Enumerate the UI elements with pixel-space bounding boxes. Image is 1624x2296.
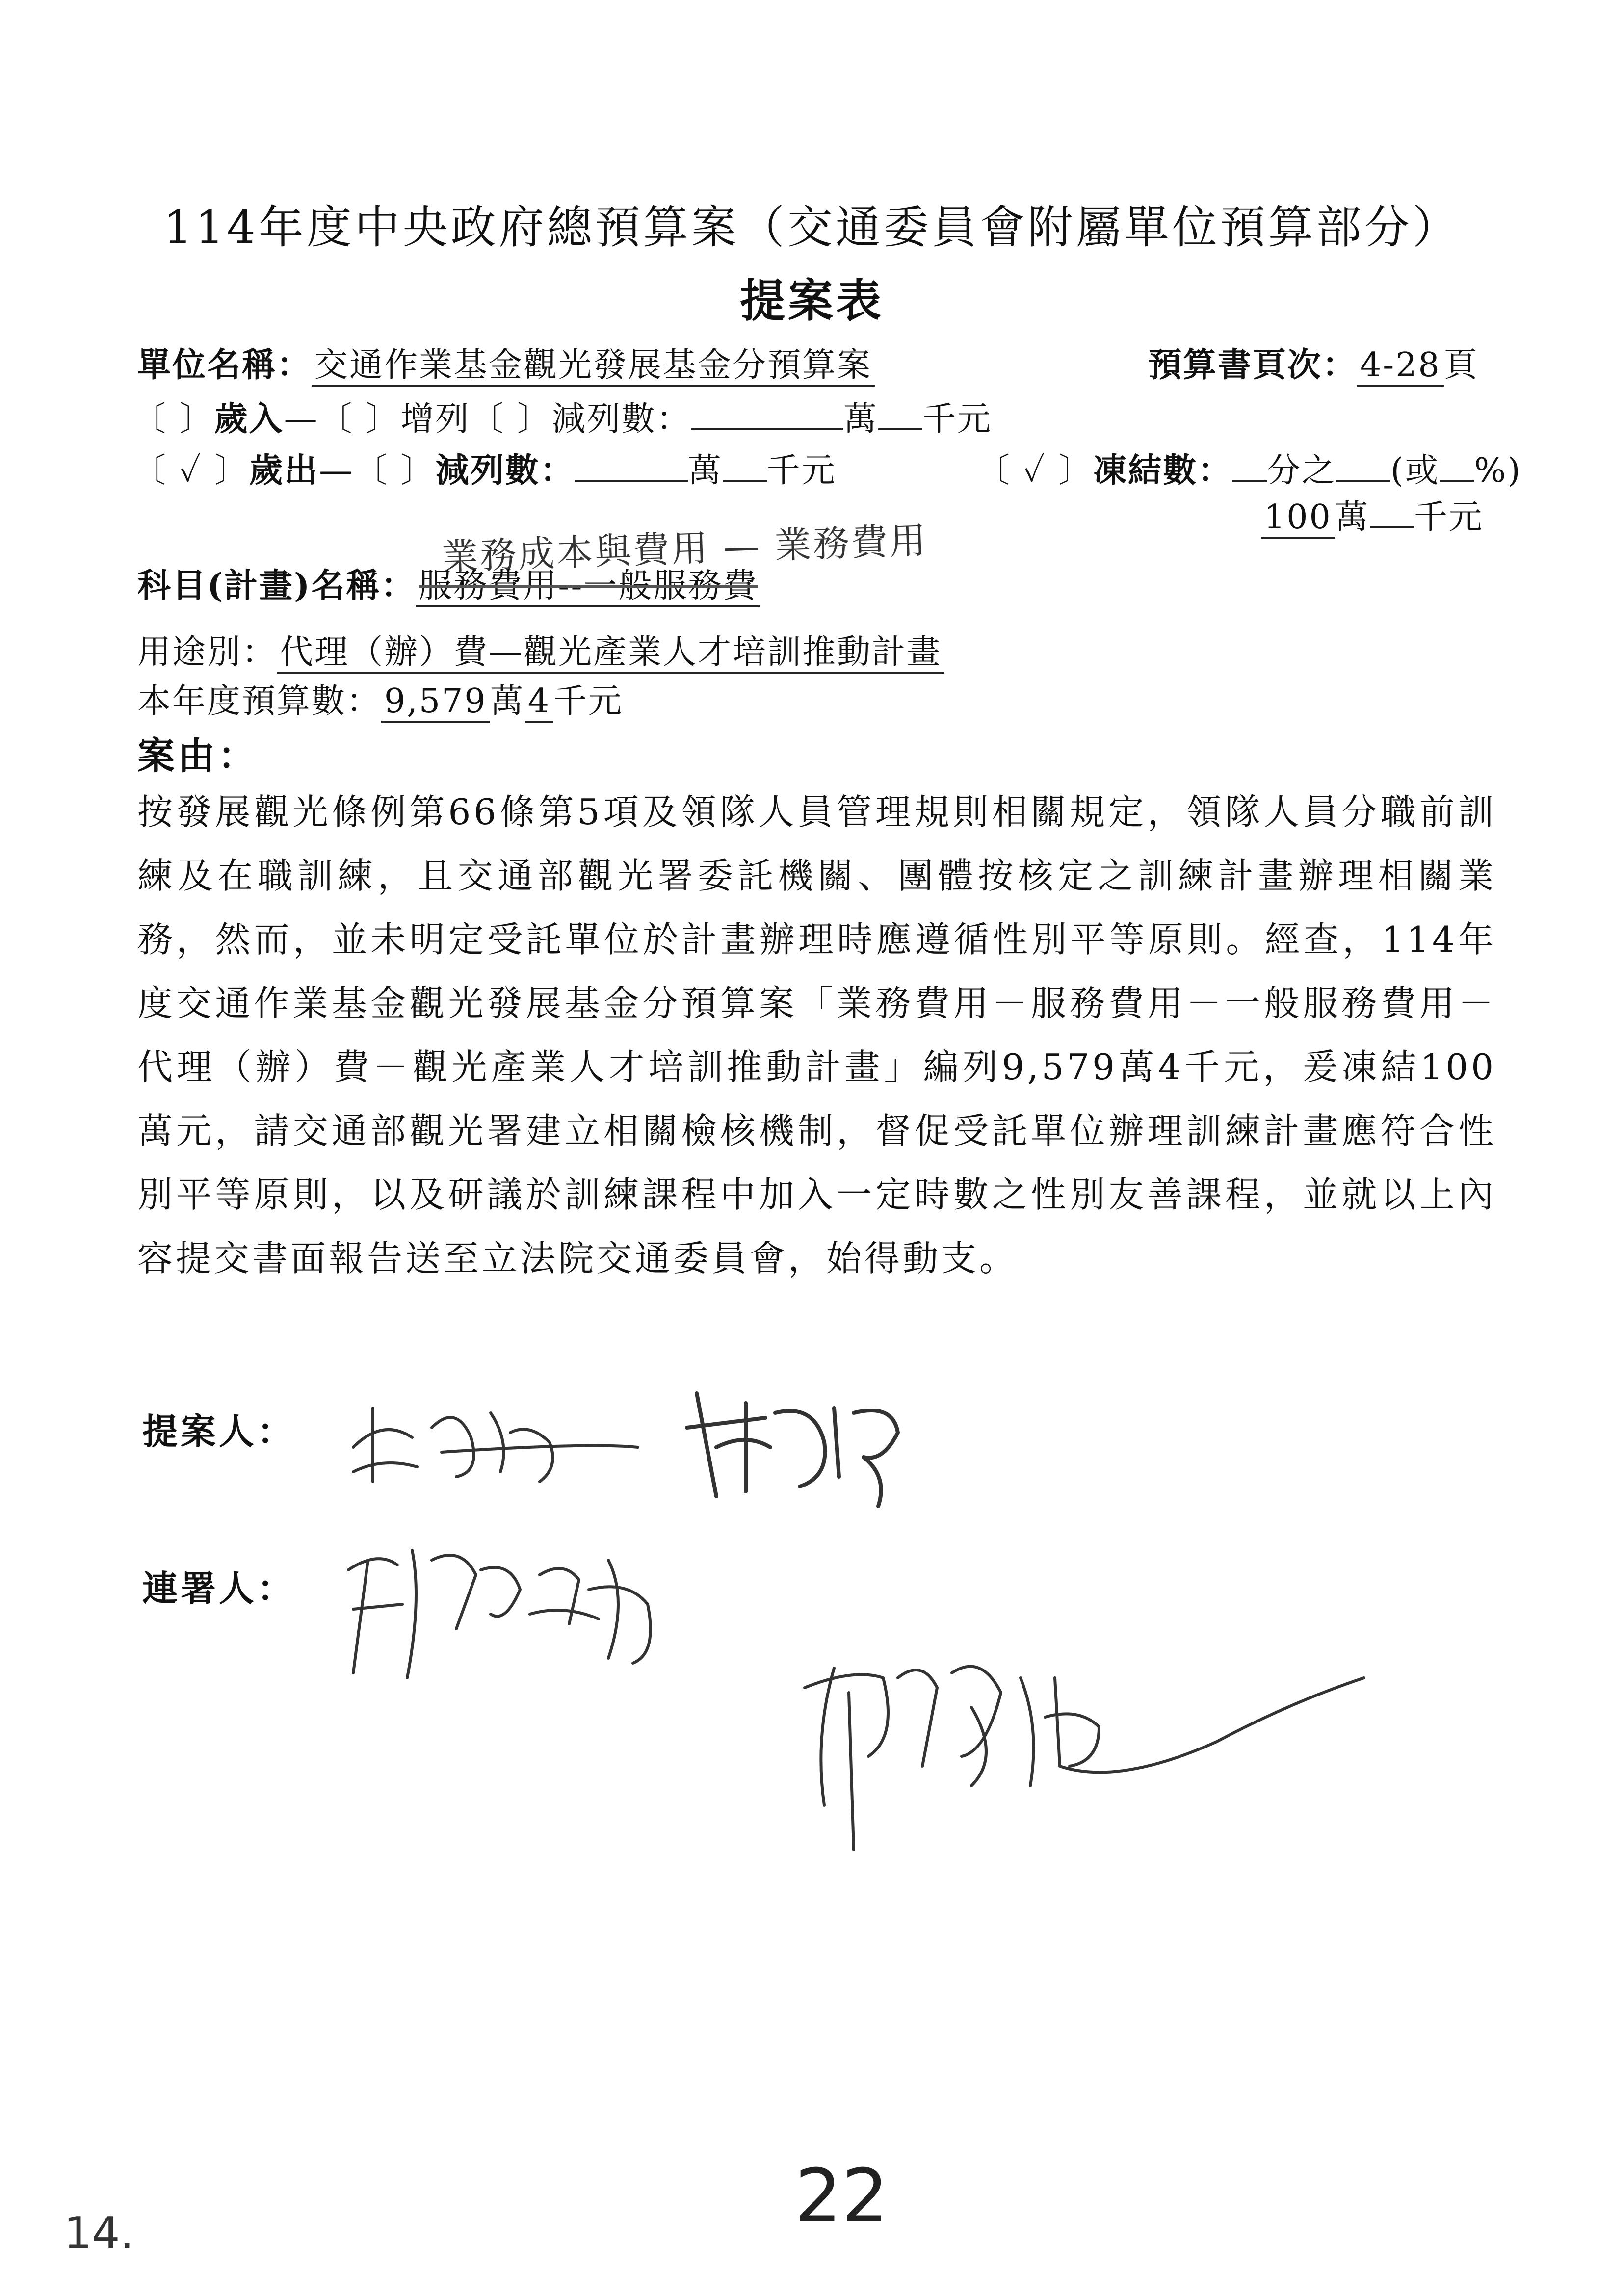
use-label: 用途別： bbox=[137, 633, 277, 672]
unit-row bbox=[137, 339, 875, 386]
expense-qian: 千元 bbox=[766, 451, 837, 490]
corner-number: 14. bbox=[64, 2208, 134, 2259]
freeze-qian-blank bbox=[1370, 492, 1414, 528]
expense-check: 〔 ✓ 〕 bbox=[132, 451, 250, 490]
cosigner-signatures bbox=[334, 1531, 1413, 1874]
revenue-decrease-label: 減列數： bbox=[551, 400, 691, 439]
revenue-label: 歲入 bbox=[214, 399, 284, 439]
use-value: 代理（辦）費—觀光產業人才培訓推動計畫 bbox=[277, 633, 944, 674]
freeze-wan: 萬 bbox=[1335, 498, 1370, 537]
subject-row bbox=[137, 559, 760, 607]
budget-wan: 萬 bbox=[490, 682, 525, 721]
proposer-signatures bbox=[343, 1374, 981, 1521]
revenue-qian: 千元 bbox=[922, 400, 992, 439]
expense-dash: — bbox=[319, 451, 354, 490]
freeze-pct-close: %) bbox=[1474, 451, 1522, 490]
freeze-fraction: 分之 bbox=[1267, 451, 1337, 490]
increase-label: 增列 bbox=[400, 400, 471, 439]
reason-text: 按發展觀光條例第66條第5項及領隊人員管理規則相關規定，領隊人員分職前訓練及在職訓練，且交通部觀光署委託機關、團體按核定之訓練計畫辦理相關業務，然而，並未明定受託單位於計畫辦理時應遵循性別平等原則。經查，114年度交通作業基金觀光發展基金分預算案「業務費用－服務費用－一般服務費用－代理（辦）費－觀光產業人才培訓推動計畫」編列9,579萬4千元，爰凍結100萬元，請交通部觀光署建立相關檢核機制，督促受託單位辦理訓練計畫應符合性別平等原則，以及研議於訓練課程中加入一定時數之性別友善課程，並就以上內容提交書面報告送至立法院交通委員會，始得動支。 bbox=[137, 791, 1496, 1279]
freeze-amount: 100 bbox=[1261, 498, 1335, 539]
expense-qian-blank bbox=[723, 445, 767, 482]
document-title: 114年度中央政府總預算案（交通委員會附屬單位預算部分） bbox=[163, 201, 1461, 254]
revenue-wan-blank bbox=[691, 394, 843, 430]
page-suffix: 頁 bbox=[1443, 346, 1479, 385]
expense-wan-blank bbox=[575, 445, 688, 482]
expense-decrease-label: 減列數： bbox=[435, 451, 575, 490]
document-subtitle: 提案表 bbox=[739, 274, 884, 327]
freeze-num-blank bbox=[1232, 445, 1267, 482]
subject-value: 服務費用--一般服務費 bbox=[416, 567, 760, 607]
page-number: 22 bbox=[795, 2154, 889, 2239]
freeze-check: 〔 ✓ 〕 bbox=[976, 451, 1094, 490]
revenue-wan: 萬 bbox=[843, 400, 878, 439]
unit-value: 交通作業基金觀光發展基金分預算案 bbox=[312, 346, 875, 387]
expense-label: 歲出 bbox=[249, 451, 319, 490]
freeze-or: (或 bbox=[1390, 451, 1440, 490]
expense-bracket: 〔 〕 bbox=[354, 451, 436, 490]
page-ref-row bbox=[1148, 339, 1479, 386]
freeze-den-blank bbox=[1336, 445, 1390, 482]
reason-label: 案由： bbox=[137, 734, 258, 778]
proposer-label: 提案人： bbox=[142, 1410, 296, 1452]
freeze-label: 凍結數： bbox=[1093, 451, 1233, 490]
freeze-qian: 千元 bbox=[1414, 498, 1484, 537]
expense-wan: 萬 bbox=[687, 451, 723, 490]
budget-label: 本年度預算數： bbox=[137, 682, 382, 721]
revenue-bracket: 〔 〕 bbox=[132, 400, 214, 439]
use-row bbox=[137, 626, 944, 673]
revenue-dash: — bbox=[284, 400, 319, 439]
budget-qian: 千元 bbox=[553, 682, 623, 721]
handwritten-note: 業務成本與費用 — 業務費用 bbox=[441, 519, 929, 579]
budget-row bbox=[137, 675, 623, 722]
expense-row bbox=[132, 444, 837, 492]
freeze-amount-row bbox=[1261, 491, 1484, 538]
freeze-pct-blank bbox=[1440, 445, 1474, 482]
revenue-row bbox=[132, 392, 992, 440]
page-label: 預算書頁次： bbox=[1148, 345, 1358, 385]
increase-bracket: 〔 〕 bbox=[318, 400, 401, 439]
page-value: 4-28 bbox=[1357, 346, 1444, 387]
unit-label: 單位名稱： bbox=[137, 345, 312, 385]
budget-amount: 9,579 bbox=[381, 682, 490, 723]
cosigner-label: 連署人： bbox=[142, 1567, 296, 1609]
budget-qian-num: 4 bbox=[525, 682, 553, 723]
subject-label: 科目(計畫)名稱： bbox=[137, 566, 416, 605]
freeze-row bbox=[976, 444, 1522, 492]
decrease-bracket: 〔 〕 bbox=[470, 400, 552, 439]
revenue-qian-blank bbox=[878, 394, 922, 430]
